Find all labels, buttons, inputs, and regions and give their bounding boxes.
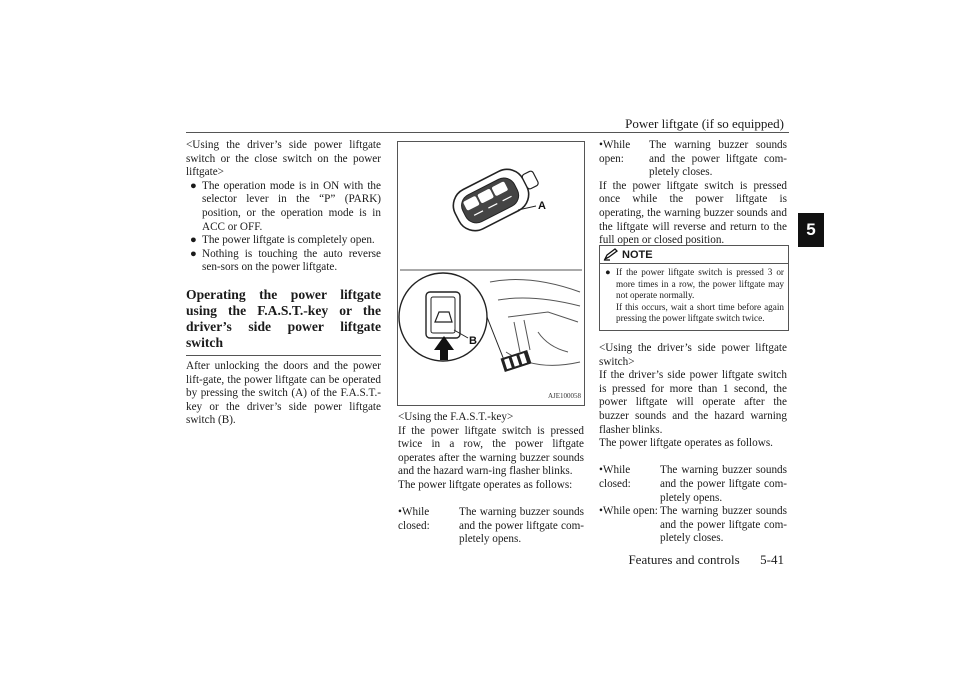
note-pencil-icon xyxy=(603,248,619,261)
op-row-while-closed xyxy=(398,506,584,547)
op-text: The warning buzzer sounds and the power liftgate com-pletely closes. xyxy=(660,505,787,545)
column-3-bottom xyxy=(599,342,787,546)
note-title: NOTE xyxy=(622,248,653,261)
note-header xyxy=(600,246,788,264)
switch-paragraph: If the driver’s side power liftgate switch is pressed for more than 1 second, the power liftgate will operate after the buzzer sounds and the hazard warning flasher blinks. xyxy=(599,369,787,436)
op-text: The warning buzzer sounds and the power liftgate com-pletely closes. xyxy=(649,139,787,179)
op-label: •While closed: xyxy=(599,464,631,490)
op-row-while-open xyxy=(599,139,787,180)
switch-cluster xyxy=(501,350,532,372)
bullet-item: ● Nothing is touching the auto reverse sen-sors on the power liftgate. xyxy=(190,247,381,274)
figure-code: AJE100058 xyxy=(548,392,582,400)
dashboard-outline xyxy=(490,280,580,366)
label-b: B xyxy=(469,335,477,347)
op-text: The warning buzzer sounds and the power liftgate com-pletely opens. xyxy=(459,506,584,546)
bullet-item: ● The power liftgate is completely open. xyxy=(190,234,375,247)
switch-subhead: <Using the driver’s side power liftgate switch> xyxy=(599,342,787,368)
op-row-while-open xyxy=(599,505,787,546)
reverse-paragraph: If the power liftgate switch is pressed once while the power liftgate is operating, the warning buzzer sounds and the liftgate will reverse and return to the full open or closed position. xyxy=(599,179,787,247)
key-and-switch-illustration xyxy=(397,141,585,406)
column-3-top xyxy=(599,139,787,248)
op-label: •While open: xyxy=(599,139,631,165)
label-a: A xyxy=(538,200,546,212)
intro-condition: <Using the driver’s side power liftgate switch or the close switch on the power liftgate> xyxy=(186,139,381,179)
op-label: •While closed: xyxy=(398,506,430,532)
note-bullet: ● If the power liftgate switch is pressed 3 or more times in a row, the power liftgate may not operate normally. If this occurs, wait a short time before again pressing the power liftgate switch twice. xyxy=(605,267,784,324)
note-box xyxy=(599,245,789,331)
fast-key-subhead: <Using the F.A.S.T.-key> xyxy=(398,411,514,423)
note-body xyxy=(600,264,788,330)
section-heading: Operating the power liftgate using the F.A.S.T.-key or the driver’s side power liftgate switch xyxy=(186,287,381,356)
chapter-tab: 5 xyxy=(798,213,824,247)
operates-as-follows: The power liftgate operates as follows. xyxy=(599,437,773,450)
bullet-item: ● The operation mode is in ON with the selector lever in the “P” (PARK) position, or the operation mode is in ACC or OFF. xyxy=(190,179,381,233)
section-paragraph: After unlocking the doors and the power lift-gate, the power liftgate can be operated by pressing the switch (A) of the F.A.S.T.-key or the driver’s side power liftgate switch (B). xyxy=(186,359,381,427)
operates-as-follows: The power liftgate operates as follows: xyxy=(398,478,573,491)
op-row-while-closed xyxy=(599,464,787,505)
column-1 xyxy=(186,139,381,428)
header-rule xyxy=(186,132,789,133)
footer-section: Features and controls xyxy=(628,552,740,567)
footer-page-number: 5-41 xyxy=(760,552,784,567)
fast-key-fob xyxy=(447,158,545,237)
column-2 xyxy=(398,411,584,547)
op-label: •While open: xyxy=(599,505,658,518)
fast-key-paragraph: If the power liftgate switch is pressed twice in a row, the power liftgate operates after the warning buzzer sounds and the hazard warn-ing flasher blinks. xyxy=(398,424,584,478)
page-header-title: Power liftgate (if so equipped) xyxy=(625,116,784,131)
illustration-svg xyxy=(398,142,584,405)
op-text: The warning buzzer sounds and the power liftgate com-pletely opens. xyxy=(660,464,787,504)
page-footer xyxy=(628,552,784,568)
